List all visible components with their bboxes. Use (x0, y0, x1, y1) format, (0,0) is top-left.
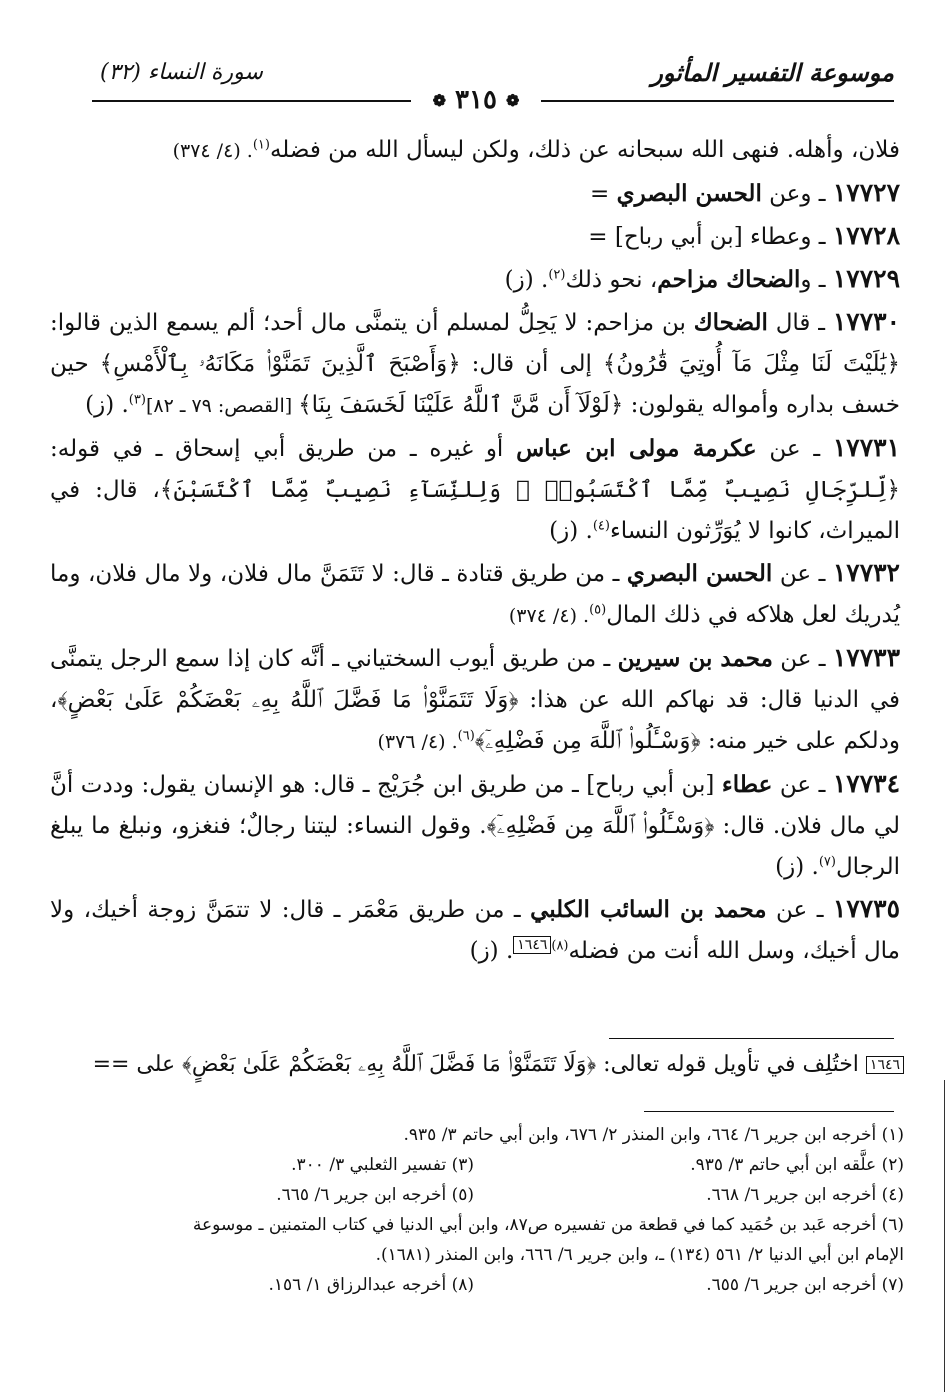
text-segment: ـ من طريق مَعْمَر ـ قال: لا تتمَنَّ زوجة أخيك، ولا مال أخيك، وسل الله أنت من فضله (50, 897, 900, 964)
text-segment: ـ عن (766, 897, 833, 923)
footnotes-separator (644, 1111, 894, 1112)
commentary-quran: ﴿وَلَا تَتَمَنَّوْا۟ مَا فَضَّلَ ٱللَّهُ بِهِۦ بَعْضَكُمْ عَلَىٰ بَعْضٍ﴾ (182, 1052, 597, 1077)
commentary-separator (609, 1038, 894, 1039)
footnote-row (44, 1270, 904, 1300)
text-segment: . (ز) (504, 267, 549, 293)
narration-number: ١٧٧٣٥ (832, 894, 901, 923)
surah-label: سورة النساء (٣٢) (100, 60, 263, 85)
text-segment: ، نحو ذلك (565, 267, 658, 293)
quran-quote: ﴿لَوْلَآ أَن مَّنَّ ٱللَّهُ عَلَيْنَا لَخَسَفَ بِنَا﴾ (298, 392, 624, 418)
paragraph (50, 763, 900, 888)
text-segment: بن مزاحم: لا يَحِلُّ لمسلم أن يتمنَّى مال أحد؛ ألم يسمع الذين قالوا: (50, 310, 694, 336)
footnote-6: (٦) أخرجه عَبد بن حُمَيد كما في قطعة من تفسيره ص٨٧، وابن أبي الدنيا في كتاب المتمنين ـ موسوعة (192, 1215, 904, 1235)
text-segment: ـ عن (772, 772, 833, 798)
commentary-reference-box: ١٦٤٦ (513, 936, 551, 954)
paragraph (50, 215, 900, 258)
main-text (50, 130, 900, 972)
text-segment: أو غيره ـ من طريق أبي إسحاق ـ في قوله: (50, 436, 517, 462)
page-number-value: ٣١٥ (455, 85, 497, 115)
text-segment: فلان، وأهله. فنهى الله سبحانه عن ذلك، ولكن ليسأل الله من فضله (269, 137, 900, 163)
footnote-1: (١) أخرجه ابن جرير ٦/ ٦٦٤، وابن المنذر ٢/ ٦٧٦، وابن أبي حاتم ٣/ ٩٣٥. (403, 1125, 904, 1145)
footnote-7: (٧) أخرجه ابن جرير ٦/ ٦٥٥. (706, 1275, 904, 1295)
text-segment: ـ و (800, 267, 833, 293)
footnotes (44, 1120, 904, 1300)
commentary-text-before: اختُلِف في تأويل قوله تعالى: (596, 1052, 866, 1077)
narration-number: ١٧٧٢٩ (832, 264, 900, 293)
quran-quote: ﴿يَٰلَيْتَ لَنَا مِثْلَ مَآ أُوتِيَ قَٰرُونُ﴾ (602, 351, 900, 377)
book-title: موسوعة التفسير المأثور (651, 58, 894, 87)
text-segment: ـ عن (772, 561, 833, 587)
quran-quote: ﴿لِّلرِّجَالِ نَصِيبٌ مِّمَّا ٱكْتَسَبُوا۟ ۖ وَلِلنِّسَآءِ نَصِيبٌ مِّمَّا ٱكْتَسَبْنَ﴾ (159, 477, 900, 503)
narrator-name: عكرمة مولى ابن عباس (516, 435, 757, 462)
commentary-box-number: ١٦٤٦ (866, 1056, 904, 1074)
footnote-marker: (٤) (592, 518, 610, 534)
reference: . (٤/ ٣٧٦) (377, 731, 458, 753)
narrator-name: عطاء (721, 771, 773, 798)
footnote-marker: (٢) (548, 267, 566, 283)
paragraph (50, 172, 900, 215)
narrator-name: الحسن البصري (616, 180, 762, 207)
reference: . (٤/ ٣٧٤) (172, 140, 253, 162)
text-segment: . (ز) (85, 392, 129, 418)
paragraph (50, 552, 900, 637)
footnote-marker: (٦) (457, 728, 475, 744)
text-segment: ، قال: في الميراث، كانوا لا يُوَرِّثون النساء (50, 477, 900, 544)
quran-quote: ﴿وَلَا تَتَمَنَّوْا۟ مَا فَضَّلَ ٱللَّهُ بِهِۦ بَعْضَكُمْ عَلَىٰ بَعْضٍ﴾ (57, 687, 519, 713)
text-segment: ـ قال (767, 310, 833, 336)
text-segment: ، ودلكم على خير منه: (50, 687, 900, 754)
narration-number: ١٧٧٣١ (832, 433, 900, 462)
footnote-marker: (٣) (128, 392, 146, 408)
narration-number: ١٧٧٣٢ (832, 558, 900, 587)
quran-quote: ﴿وَسْـَٔلُوا۟ ٱللَّهَ مِن فَضْلِهِۦٓ﴾ (474, 728, 701, 754)
paragraph (50, 130, 900, 172)
narrator-name: محمد بن السائب الكلبي (530, 896, 767, 923)
text-segment: ـ وعطاء [بن أبي رباح] = (588, 224, 833, 250)
paragraph (50, 637, 900, 763)
footnote-row (44, 1150, 904, 1180)
text-segment: . (ز) (549, 518, 593, 544)
narrator-name: الضحاك (693, 309, 768, 336)
page-edge-line (944, 1080, 945, 1392)
commentary (48, 1048, 904, 1082)
narrator-name: محمد بن سيرين (617, 645, 773, 672)
narration-number: ١٧٧٣٣ (832, 643, 901, 672)
quran-quote: ﴿وَسْـَٔلُوا۟ ٱللَّهَ مِن فَضْلِهِۦٓ﴾ (486, 813, 715, 839)
paragraph (50, 258, 900, 301)
text-segment: [بن أبي رباح] ـ من طريق ابن جُرَيْج ـ قال: هو الإنسان يقول: وددت أنَّ لي مال فلان. قال: (50, 772, 900, 839)
footnote-marker: (٥) (589, 602, 607, 618)
paragraph (50, 301, 900, 427)
footnote-2: (٢) علَّقه ابن أبي حاتم ٣/ ٩٣٥. (690, 1155, 904, 1175)
reference: [القصص: ٧٩ ـ ٨٢] (145, 395, 299, 417)
text-segment: ـ عن (772, 646, 833, 672)
narration-number: ١٧٧٣٠ (832, 307, 900, 336)
page-number (411, 84, 541, 117)
quran-quote: ﴿وَأَصْبَحَ ٱلَّذِينَ تَمَنَّوْا۟ مَكَانَهُۥ بِٱلْأَمْسِ﴾ (99, 351, 461, 377)
footnote-row (44, 1120, 904, 1150)
footnote-row (44, 1210, 904, 1240)
footnote-3: (٣) تفسير الثعلبي ٣/ ٣٠٠. (291, 1155, 474, 1175)
narrator-name: الحسن البصري (626, 560, 773, 587)
text-segment: . (ز) (775, 854, 819, 880)
footnote-marker: (٨) (551, 938, 569, 954)
text-segment: إلى أن قال: (460, 351, 603, 377)
paragraph (50, 888, 900, 972)
commentary-text-after: على == (92, 1052, 183, 1077)
footnote-4: (٤) أخرجه ابن جرير ٦/ ٦٦٨. (706, 1185, 904, 1205)
footnote-row (44, 1180, 904, 1210)
narrator-name: الضحاك مزاحم (657, 266, 801, 293)
text-segment: ـ من طريق أيوب السختياني ـ أنَّه كان إذا سمع الرجل يتمنَّى في الدنيا قال: قد نهاكم الله عن هذا: (50, 646, 900, 713)
text-segment: ـ وعن (761, 181, 833, 207)
text-segment: حين خسف بداره وأمواله يقولون: (50, 351, 900, 418)
ornament-icon: ❁ (506, 91, 520, 110)
narration-number: ١٧٧٣٤ (832, 769, 900, 798)
footnote-6-cont: الإمام ابن أبي الدنيا ٢/ ٥٦١ (١٣٤) ـ، وابن جرير ٦/ ٦٦٦، وابن المنذر (١٦٨١). (375, 1245, 904, 1265)
paragraph (50, 427, 900, 552)
text-segment: ـ من طريق قتادة ـ قال: لا تَتَمَنَّ مال فلان، ولا مال فلان، وما يُدريك لعل هلاكه في ذلك المال (50, 561, 900, 628)
text-segment: . (ز) (469, 938, 514, 964)
footnote-8: (٨) أخرجه عبدالرزاق ١/ ١٥٦. (268, 1275, 474, 1295)
footnote-marker: (٧) (818, 854, 836, 870)
text-segment: ـ عن (756, 436, 833, 462)
footnote-row (44, 1240, 904, 1270)
narration-number: ١٧٧٢٧ (832, 178, 900, 207)
text-segment: = (589, 181, 617, 207)
footnote-marker: (١) (252, 137, 270, 153)
text-segment: . وقول النساء: ليتنا رجالٌ؛ فنغزو، ونبلغ ما يبلغ الرجال (50, 813, 900, 880)
footnote-5: (٥) أخرجه ابن جرير ٦/ ٦٦٥. (276, 1185, 474, 1205)
narration-number: ١٧٧٢٨ (832, 221, 900, 250)
reference: . (٤/ ٣٧٤) (508, 605, 590, 627)
ornament-icon: ❁ (432, 91, 446, 110)
